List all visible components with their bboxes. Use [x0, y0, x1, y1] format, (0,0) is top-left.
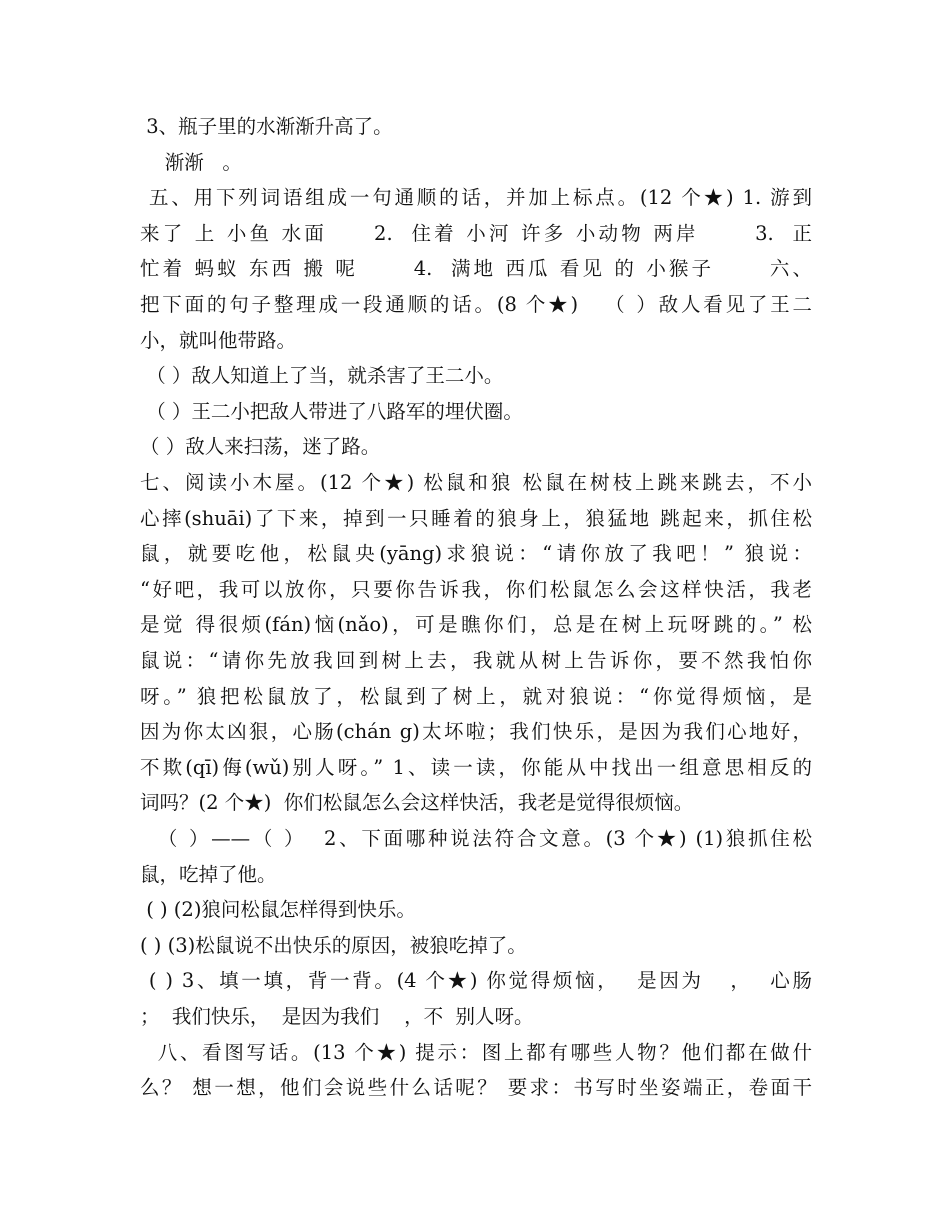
- text-line: ( ) 3、填一填，背一背。(4 个★) 你觉得烦恼， 是因为 ， 心肠: [140, 969, 812, 993]
- text-line: 因为你太凶狠，心肠(chán g)太坏啦；我们快乐，是因为我们心地好，: [140, 720, 812, 744]
- text-line: 是觉 得很烦(fán)恼(nǎo)，可是瞧你们，总是在树上玩呀跳的。” 松: [140, 613, 812, 637]
- text-line: （ ）王二小把敌人带进了八路军的埋伏圈。: [140, 399, 523, 423]
- text-line: ( ) (2)狼问松鼠怎样得到快乐。: [140, 898, 416, 922]
- text-line: 把下面的句子整理成一段通顺的话。(8 个★) （ ）敌人看见了王二: [140, 293, 812, 316]
- text-line: 七、阅读小木屋。(12 个★) 松鼠和狼 松鼠在树枝上跳来跳去，不小: [140, 471, 812, 494]
- text-line: 呀。” 狼把松鼠放了，松鼠到了树上，就对狼说：“你觉得烦恼，是: [140, 684, 812, 708]
- text-line: （ ）敌人来扫荡，迷了路。: [140, 435, 381, 459]
- text-line: 词吗？(2 个★) 你们松鼠怎么会这样快活，我老是觉得很烦恼。: [140, 791, 694, 815]
- text-line: 心摔(shuāi)了下来，掉到一只睡着的狼身上，狼猛地 跳起来，抓住松: [140, 506, 812, 530]
- text-line: 鼠，吃掉了他。: [140, 862, 277, 886]
- text-line: 鼠说：“请你先放我回到树上去，我就从树上告诉你，要不然我怕你: [140, 649, 812, 672]
- text-line: 忙着 蚂蚁 东西 搬 呢 4. 满地 西瓜 看见 的 小猴子 六、: [140, 257, 812, 281]
- text-line: （ ）敌人知道上了当，就杀害了王二小。: [140, 364, 504, 388]
- text-line: “好吧，我可以放你，只要你告诉我，你们松鼠怎么会这样快活，我老: [140, 577, 812, 601]
- text-line: 鼠，就要吃他，松鼠央(yāng)求狼说：“请你放了我吧！” 狼说：: [140, 542, 812, 566]
- text-line: 3、瓶子里的水渐渐升高了。: [140, 115, 393, 138]
- text-line: 小，就叫他带路。: [140, 328, 297, 352]
- text-line: 不欺(qī)侮(wǔ)别人呀。” 1、读一读，你能从中找出一组意思相反的: [140, 755, 812, 779]
- text-line: 八、看图写话。(13 个★) 提示：图上都有哪些人物？他们都在做什: [140, 1040, 812, 1064]
- text-line: 渐渐 。: [140, 150, 242, 174]
- text-line: 来了 上 小鱼 水面 2. 住着 小河 许多 小动物 两岸 3. 正: [140, 221, 812, 245]
- text-line: 五、用下列词语组成一句通顺的话，并加上标点。(12 个★) 1. 游到: [140, 186, 812, 210]
- text-line: （ ）——（ ） 2、下面哪种说法符合文意。(3 个★) (1)狼抓住松: [140, 827, 812, 850]
- text-line: ( ) (3)松鼠说不出快乐的原因，被狼吃掉了。: [140, 933, 527, 957]
- text-line: ； 我们快乐， 是因为我们 ，不 别人呀。: [140, 1005, 534, 1028]
- text-line: 么？ 想一想，他们会说些什么话呢？ 要求：书写时坐姿端正，卷面干: [140, 1076, 812, 1100]
